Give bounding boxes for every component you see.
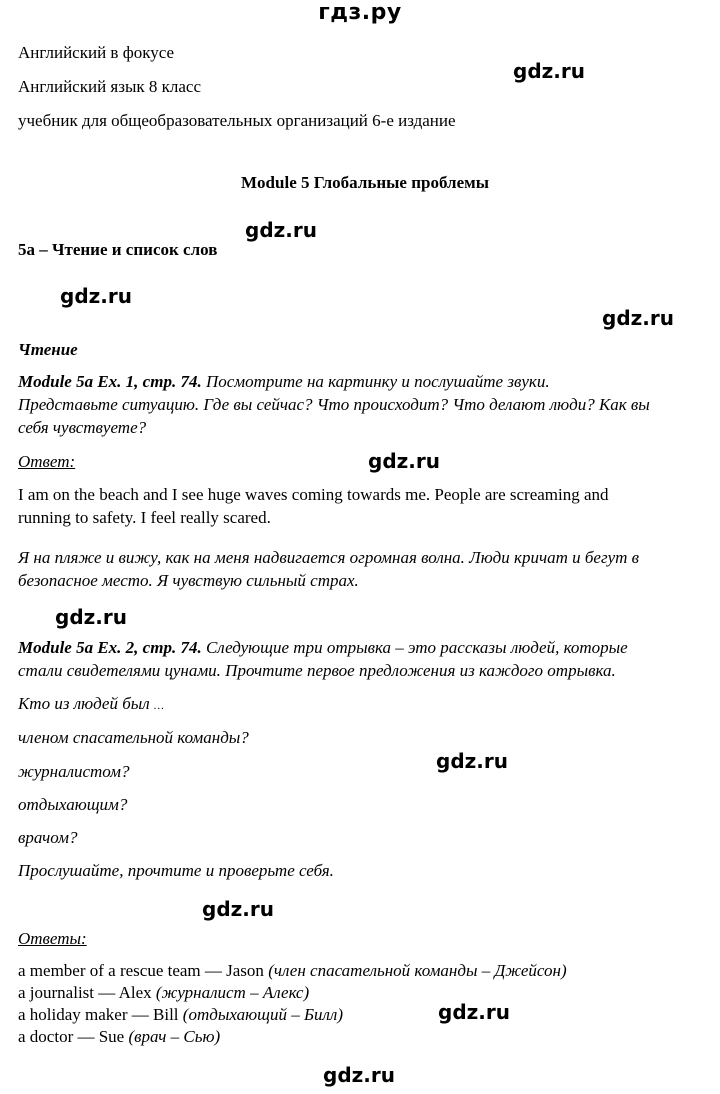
answer-ru: (врач – Сью) [128,1027,221,1046]
answer-ru: (журналист – Алекс) [155,983,310,1002]
ex2-instruction: Прослушайте, прочтите и проверьте себя. [18,861,334,880]
ex1-task-line1 [18,370,550,393]
watermark-logo: gdz.ru [55,605,127,629]
ex1-task-text: Посмотрите на картинку и послушайте звуки. [201,372,550,391]
ex2-answer-row-3 [18,1003,343,1026]
watermark-logo: gdz.ru [60,284,132,308]
watermark-logo: gdz.ru [368,449,440,473]
ex2-answer-row-1 [18,959,567,982]
ex2-option-4: врачом? [18,828,78,847]
ex1-answer-ru-line1: Я на пляже и вижу, как на меня надвигается огромная волна. Люди кричат и бегут в [18,548,640,567]
book-grade: Английский язык 8 класс [18,77,202,96]
ex2-option-3: отдыхающим? [18,795,128,814]
ex2-ref: Module 5a Ex. 2, стр. 74. [18,638,202,657]
book-title: Английский в фокусе [18,43,175,62]
ex2-question-text: Кто из людей был [18,694,154,713]
answer-en: a holiday maker — Bill [18,1005,179,1024]
ex1-task-line2: Представьте ситуацию. Где вы сейчас? Что происходит? Что делают люди? Как вы [18,395,650,414]
watermark-logo: gdz.ru [323,1063,395,1087]
answer-en: a member of a rescue team — Jason [18,961,264,980]
watermark-logo: gdz.ru [245,218,317,242]
watermark-logo: gdz.ru [602,306,674,330]
ex1-answer-en-line2: running to safety. I feel really scared. [18,508,271,527]
ex2-task-text: Следующие три отрывка – это рассказы людей, которые [201,638,628,657]
ex2-question [18,692,164,718]
answer-en: a journalist — Alex [18,983,152,1002]
answer-ru: (отдыхающий – Билл) [182,1005,343,1024]
ex1-answer-label: Ответ: [18,452,76,471]
ex2-question-ellipsis: … [153,700,164,712]
watermark-logo: gdz.ru [513,59,585,83]
ex2-option-1: членом спасательной команды? [18,728,249,747]
section-title: 5a – Чтение и список слов [18,240,218,259]
answer-en: a doctor — Sue [18,1027,125,1046]
ex2-option-2: журналистом? [18,762,130,781]
module-title: Module 5 Глобальные проблемы [241,173,489,192]
ex1-ref: Module 5a Ex. 1, стр. 74. [18,372,202,391]
ex2-answer-row-2 [18,981,309,1004]
ex2-task-line1 [18,636,628,659]
ex1-answer-ru-line2: безопасное место. Я чувствую сильный страх. [18,571,359,590]
watermark-logo: gdz.ru [202,897,274,921]
ex1-answer-en-line1: I am on the beach and I see huge waves coming towards me. People are screaming and [18,485,609,504]
ex1-task-line3: себя чувствуете? [18,418,147,437]
ex2-answers-label: Ответы: [18,929,87,948]
watermark-logo: gdz.ru [436,749,508,773]
site-header: гдз.ру [318,0,402,25]
watermark-logo: gdz.ru [438,1000,510,1024]
ex2-task-line2: стали свидетелями цунами. Прочтите первое предложения из каждого отрывка. [18,661,616,680]
book-edition: учебник для общеобразовательных организаций 6-е издание [18,111,456,130]
ex2-answer-row-4 [18,1025,220,1048]
answer-ru: (член спасательной команды – Джейсон) [268,961,567,980]
reading-heading: Чтение [18,340,78,359]
